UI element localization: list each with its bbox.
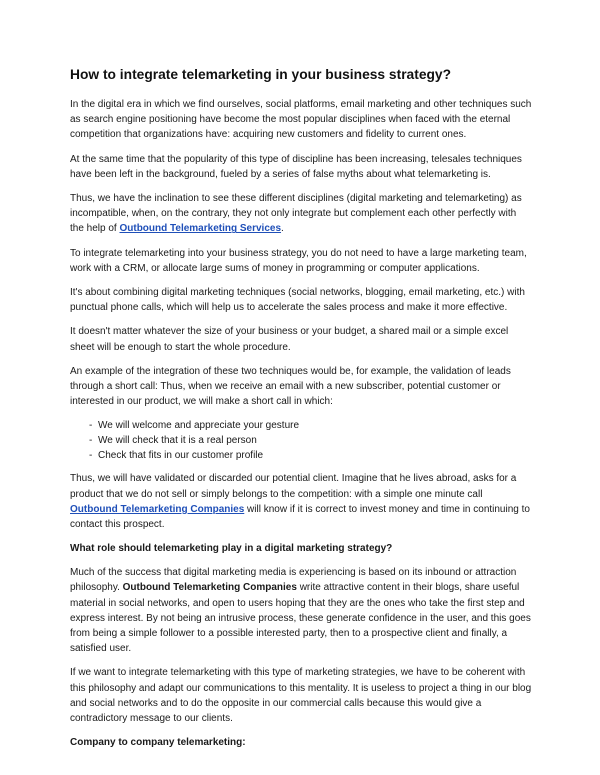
paragraph-text: Thus, we will have validated or discarded our potential client. Imagine that he lives abroad, asks for a product that we do not sell or simply belongs to the competition: with a simple one minute call (70, 473, 517, 500)
bold-phrase: Outbound Telemarketing Companies (122, 582, 297, 594)
paragraph-validated (70, 471, 532, 532)
list-item (70, 433, 532, 448)
list-item-text: Check that fits in our customer profile (98, 450, 264, 462)
call-steps-list (70, 418, 532, 463)
paragraph-inclination (70, 191, 532, 237)
dash-bullet: - (89, 450, 93, 462)
paragraph-text: write attractive content in their blogs, share useful material in social networks, and open to users hoping that they are the ones who take the first step and express interest. By not being an intrusive process, these generate confidence in the user, and this goes from being a simple follower to a possible interested party, then to a prospective client and finally, a satisfied user. (70, 582, 531, 655)
paragraph-text: Thus, we have the inclination to see these different disciplines (digital marketing and telemarketing) as incompatible, when, on the contrary, they not only integrate but complement each other perfectly with the help of (70, 193, 522, 235)
paragraph-combining: It's about combining digital marketing techniques (social networks, blogging, email marketing, etc.) with punctual phone calls, which will help us to accelerate the sales process and make it more effective. (70, 287, 525, 314)
section-heading-company: Company to company telemarketing: (70, 737, 246, 749)
paragraph-success (70, 565, 532, 656)
paragraph-text: Much of the success that digital marketing media is experiencing is based on its inbound or attraction philosophy. (70, 567, 517, 594)
paragraph-text: . (281, 223, 284, 235)
paragraph-integrate: To integrate telemarketing into your business strategy, you do not need to have a large marketing team, work with a CRM, or allocate large sums of money in programming or computer applications. (70, 247, 527, 274)
paragraph-text: will know if it is correct to invest money and time in continuing to contact this prospect. (70, 503, 530, 531)
list-item-text: We will welcome and appreciate your gesture (98, 420, 300, 432)
page-title: How to integrate telemarketing in your business strategy? (70, 67, 452, 82)
list-item-text: We will check that it is a real person (98, 435, 257, 447)
paragraph-size: It doesn't matter whatever the size of your business or your budget, a shared mail or a simple excel sheet will be enough to start the whole procedure. (70, 326, 509, 353)
paragraph-coherent: If we want to integrate telemarketing with this type of marketing strategies, we have to be coherent with this philosophy and adapt our communications to this mentality. It is useless to project a thing in our blog and social networks and to do the opposite in our commercial calls because this would give a contradictory message to our clients. (70, 667, 532, 725)
paragraph-example: An example of the integration of these two techniques would be, for example, the validation of leads through a short call: Thus, when we receive an email with a new subscriber, potential customer or interested in our product, we will make a short call in which: (70, 365, 511, 408)
outbound-telemarketing-services-link[interactable]: Outbound Telemarketing Services (119, 223, 282, 235)
dash-bullet: - (89, 420, 93, 432)
list-item (70, 418, 532, 433)
section-heading-role: What role should telemarketing play in a digital marketing strategy? (70, 543, 393, 555)
outbound-telemarketing-companies-link[interactable]: Outbound Telemarketing Companies (70, 503, 245, 515)
dash-bullet: - (89, 435, 93, 447)
list-item (70, 448, 532, 463)
document-page (70, 66, 532, 759)
paragraph-intro: In the digital era in which we find ourselves, social platforms, email marketing and other techniques such as search engine positioning have become the most popular disciplines when faced with the eternal competition that organizations have: acquiring new customers and fidelity to current ones. (70, 99, 532, 141)
paragraph-telesales: At the same time that the popularity of this type of discipline has been increasing, telesales techniques have been left in the background, fueled by a series of false myths about what telemarketing is. (70, 153, 522, 180)
